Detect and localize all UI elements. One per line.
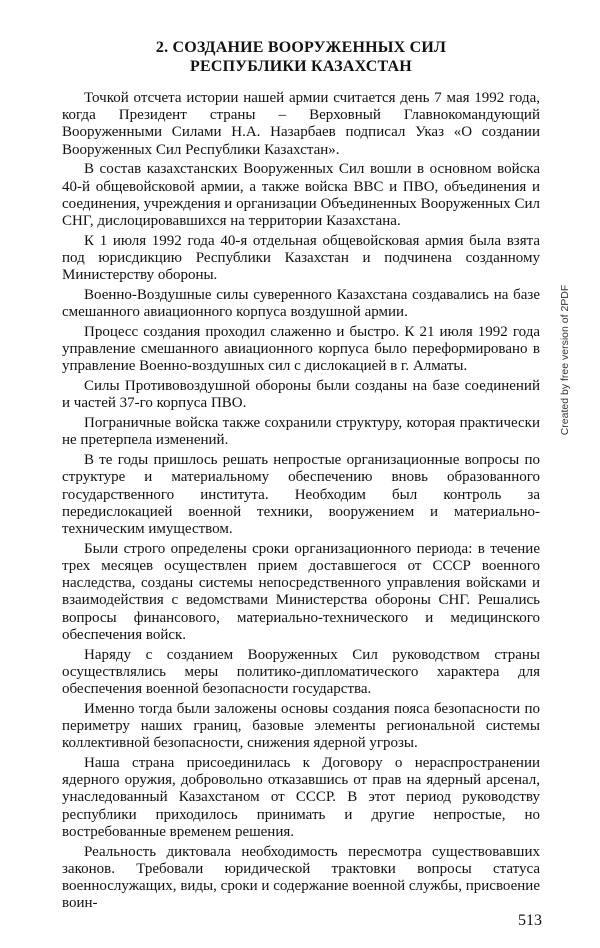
paragraph: Наша страна присоединилась к Договору о нераспространении ядерного оружия, добровольно отказавшись от прав на ядерный арсенал, унаследованный Казахстаном от СССР. В этот период руководству республики приходилось принимать и другие непростые, но востребованные временем решения. xyxy=(62,755,540,840)
chapter-heading xyxy=(62,38,540,76)
paragraph: Были строго определены сроки организационного периода: в течение трех месяцев осуществлен прием доставшегося от СССР военного наследства, созданы системы непосредственного управления войсками и взаимодействия с ведомствами Министерства обороны СНГ. Решались вопросы финансового, материально-технического и медицинского обеспечения войск. xyxy=(62,540,540,643)
watermark-note: Created by free version of 2PDF xyxy=(559,284,571,436)
paragraph: Силы Противовоздушной обороны были созданы на базе соединений и частей 37-го корпуса ПВО. xyxy=(62,378,540,412)
paragraph: Военно-Воздушные силы суверенного Казахстана создавались на базе смешанного авиационного корпуса воздушной армии. xyxy=(62,287,540,321)
paragraph: Именно тогда были заложены основы создания пояса безопасности по периметру наших границ, базовые элементы региональной системы коллективной безопасности, снижения ядерной угрозы. xyxy=(62,700,540,752)
heading-line-2: РЕСПУБЛИКИ КАЗАХСТАН xyxy=(190,58,412,75)
paragraph: Реальность диктовала необходимость пересмотра существовавших законов. Требовали юридической трактовки вопросы статуса военнослужащих, виды, сроки и содержание военной службы, присвоение воин- xyxy=(62,843,540,912)
page-number: 513 xyxy=(518,912,542,929)
heading-line-1: 2. СОЗДАНИЕ ВООРУЖЕННЫХ СИЛ xyxy=(155,39,447,56)
paragraph: Наряду с созданием Вооруженных Сил руководством страны осуществлялись меры политико-дипломатического характера для обеспечения военной безопасности государства. xyxy=(62,646,540,698)
paragraph: В состав казахстанских Вооруженных Сил вошли в основном войска 40-й общевойсковой армии, а также войска ВВС и ПВО, объединения и соединения, учреждения и организации Объединенных Вооруженных Сил СНГ, дислоцировавшихся на территории Казахстана. xyxy=(62,161,540,230)
paragraph: Пограничные войска также сохранили структуру, которая практически не претерпела изменений. xyxy=(62,415,540,449)
body-text xyxy=(62,90,540,915)
paragraph: В те годы пришлось решать непростые организационные вопросы по структуре и материальному обеспечению вновь образованного государственного института. Необходим был контроль за передислокацией военной техники, вооружением и материально-техническим имуществом. xyxy=(62,452,540,538)
paragraph: Процесс создания проходил слаженно и быстро. К 21 июля 1992 года управление смешанного авиационного корпуса было переформировано в управление Военно-воздушных сил с дислокацией в г. Алматы. xyxy=(62,324,540,375)
paragraph: Точкой отсчета истории нашей армии считается день 7 мая 1992 года, когда Президент страны – Верховный Главнокомандующий Вооруженными Силами Н.А. Назарбаев подписал Указ «О создании Вооруженных Сил Республики Казахстан». xyxy=(62,90,540,158)
paragraph: К 1 июля 1992 года 40-я отдельная общевойсковая армия была взята под юрисдикцию Республики Казахстан и подчинена созданному Министерству обороны. xyxy=(62,232,540,284)
